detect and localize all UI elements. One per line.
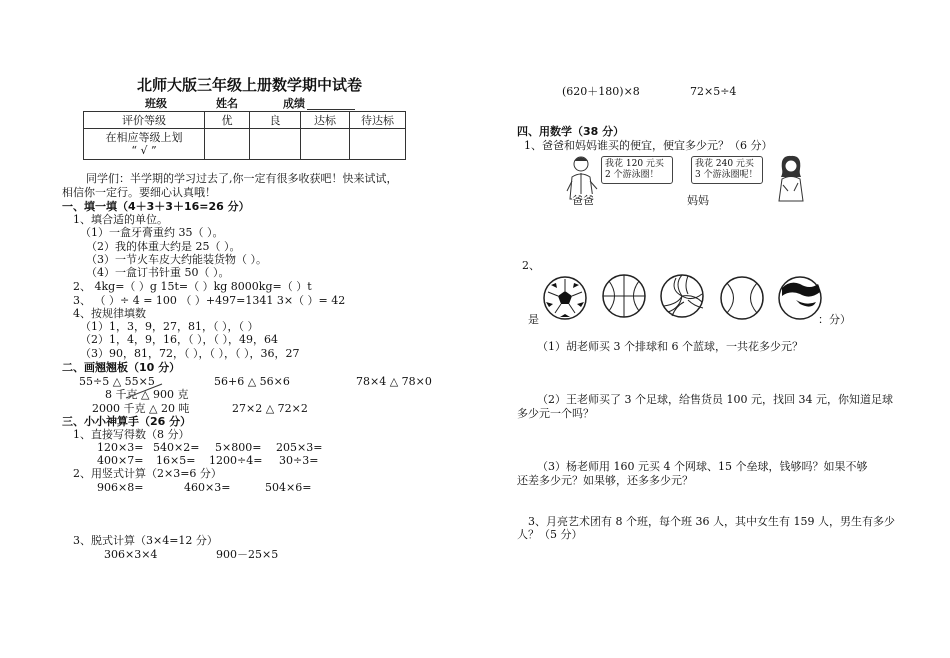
grade-table <box>83 111 406 160</box>
section1-q1-item: （4）一盒订书针重 50（ ）。 <box>86 266 230 279</box>
section2-heading: 二、画翘翘板（10 分） <box>62 361 181 374</box>
basketball-icon <box>600 272 648 320</box>
calc-item: 30÷3= <box>279 454 319 467</box>
section3-heading: 三、小小神算手（26 分） <box>62 415 192 428</box>
section4-q2-tail-left: 是 <box>528 313 539 326</box>
page-title: 北师大版三年级上册数学期中试卷 <box>137 76 363 94</box>
calc-item: 120×3= <box>97 441 144 454</box>
intro-line1: 同学们：半学期的学习过去了,你一定有很多收获吧！快来试试， <box>86 172 398 185</box>
vertical-calc-item: 460×3= <box>184 481 231 494</box>
section1-q1: 1、填合适的单位。 <box>73 213 168 226</box>
seesaw-item: 8 千克 △ 900 克 <box>105 388 189 401</box>
section3-q1: 1、直接写得数（8 分） <box>73 428 190 441</box>
grade-table-cell: 达标 <box>301 112 350 129</box>
dad-speech-bubble: 我花 120 元买 2 个游泳圈！ <box>601 156 673 184</box>
grade-table-row <box>84 129 406 160</box>
step-calc-item: 306×3×4 <box>104 548 158 561</box>
grade-cell-pass[interactable] <box>301 129 350 160</box>
grade-cell-pending[interactable] <box>350 129 406 160</box>
grade-row-label-line2: “ √ ” <box>131 144 157 157</box>
calc-item: 1200÷4= <box>209 454 263 467</box>
section1-q4-item: （2）1，4，9，16，（ ），（ ），49，64 <box>80 333 278 346</box>
section1-q2: 2、 4kg=（ ）g 15t=（ ）kg 8000kg=（ ）t <box>73 280 312 293</box>
section1-heading: 一、填一填（4＋3＋3＋16=26 分） <box>62 200 250 213</box>
section4-q2-sub3-line2: 还差多少元？如果够，还多多少元？ <box>517 474 693 487</box>
seesaw-item: 55÷5 △ 55×5 <box>79 375 155 388</box>
softball-icon <box>776 274 824 322</box>
calc-item: 205×3= <box>276 441 323 454</box>
section4-q2-sub3-line1: （3）杨老师用 160 元买 4 个网球、15 个垒球，钱够吗？如果不够 <box>537 460 868 473</box>
mom-label: 妈妈 <box>687 194 709 207</box>
calc-item: 5×800= <box>215 441 262 454</box>
seesaw-item: 2000 千克 △ 20 吨 <box>92 402 190 415</box>
section4-q3-line2: 人？（5 分） <box>517 528 583 541</box>
grade-table-cell: 优 <box>205 112 250 129</box>
section1-q4-item: （3）90，81，72，（ ），（ ），（ ），36，27 <box>80 347 300 360</box>
seesaw-board-icon <box>124 380 164 402</box>
section1-q4-item: （1）1，3，9，27，81，（ ），（ ） <box>80 320 259 333</box>
section1-q3: 3、 （ ）÷ 4 = 100 （ ）+497=1341 3×（ ）= 42 <box>73 294 346 307</box>
step-calc-item: 72×5÷4 <box>690 85 737 98</box>
section4-q2-label: 2、 <box>522 259 540 272</box>
section1-q1-item: （1）一盒牙膏重约 35（ ）。 <box>80 226 224 239</box>
grade-cell-good[interactable] <box>250 129 301 160</box>
intro-line2: 相信你一定行。要细心认真哦！ <box>62 186 216 199</box>
vertical-calc-item: 906×8= <box>97 481 144 494</box>
grade-table-header-row <box>84 112 406 129</box>
grade-table-cell: 评价等级 <box>84 112 205 129</box>
volleyball-icon <box>658 272 706 320</box>
section4-q2-sub2-line1: （2）王老师买了 3 个足球，给售货员 100 元，找回 34 元，你知道足球 <box>537 393 893 406</box>
mom-speech-bubble: 我花 240 元买 3 个游泳圈呢！ <box>691 156 763 184</box>
score-underline <box>307 109 355 110</box>
step-calc-item: 900－25×5 <box>216 548 279 561</box>
grade-table-cell: 良 <box>250 112 301 129</box>
section3-q2: 2、用竖式计算（2×3=6 分） <box>73 467 222 480</box>
name-label: 姓名 <box>216 97 238 110</box>
grade-table-cell: 待达标 <box>350 112 406 129</box>
calc-item: 400×7= <box>97 454 144 467</box>
section4-q2-sub2-line2: 多少元一个吗？ <box>517 407 594 420</box>
grade-table-label-cell <box>84 129 205 160</box>
section1-q1-item: （2）我的体重大约是 25（ ）。 <box>86 240 241 253</box>
section3-q3: 3、脱式计算（3×4=12 分） <box>73 534 218 547</box>
step-calc-item: (620＋180)×8 <box>562 85 640 98</box>
section1-q1-item: （3）一节火车皮大约能装货物（ ）。 <box>86 253 267 266</box>
section4-q2-tail-right: ：分） <box>818 313 851 326</box>
grade-cell-excellent[interactable] <box>205 129 250 160</box>
seesaw-item: 27×2 △ 72×2 <box>232 402 308 415</box>
vertical-calc-item: 504×6= <box>265 481 312 494</box>
section4-heading: 四、用数学（38 分） <box>517 125 625 138</box>
grade-row-label-line1: 在相应等级上划 <box>105 131 183 144</box>
score-label: 成绩 <box>283 97 305 110</box>
seesaw-item: 78×4 △ 78×0 <box>356 375 432 388</box>
section4-q3-line1: 3、月亮艺术团有 8 个班，每个班 36 人，其中女生有 159 人，男生有多少 <box>528 515 895 528</box>
calc-item: 16×5= <box>156 454 196 467</box>
seesaw-item: 56+6 △ 56×6 <box>214 375 290 388</box>
soccer-ball-icon <box>541 274 589 322</box>
mom-figure-icon <box>774 155 808 203</box>
tennis-ball-icon <box>718 274 766 322</box>
class-label: 班级 <box>145 97 167 110</box>
calc-item: 540×2= <box>153 441 200 454</box>
dad-label: 爸爸 <box>572 194 594 207</box>
section4-q1: 1、爸爸和妈妈谁买的便宜，便宜多少元？（6 分） <box>524 139 773 152</box>
section4-q2-sub1: （1）胡老师买 3 个排球和 6 个蓝球，一共花多少元？ <box>537 340 803 353</box>
section1-q4: 4、按规律填数 <box>73 307 146 320</box>
